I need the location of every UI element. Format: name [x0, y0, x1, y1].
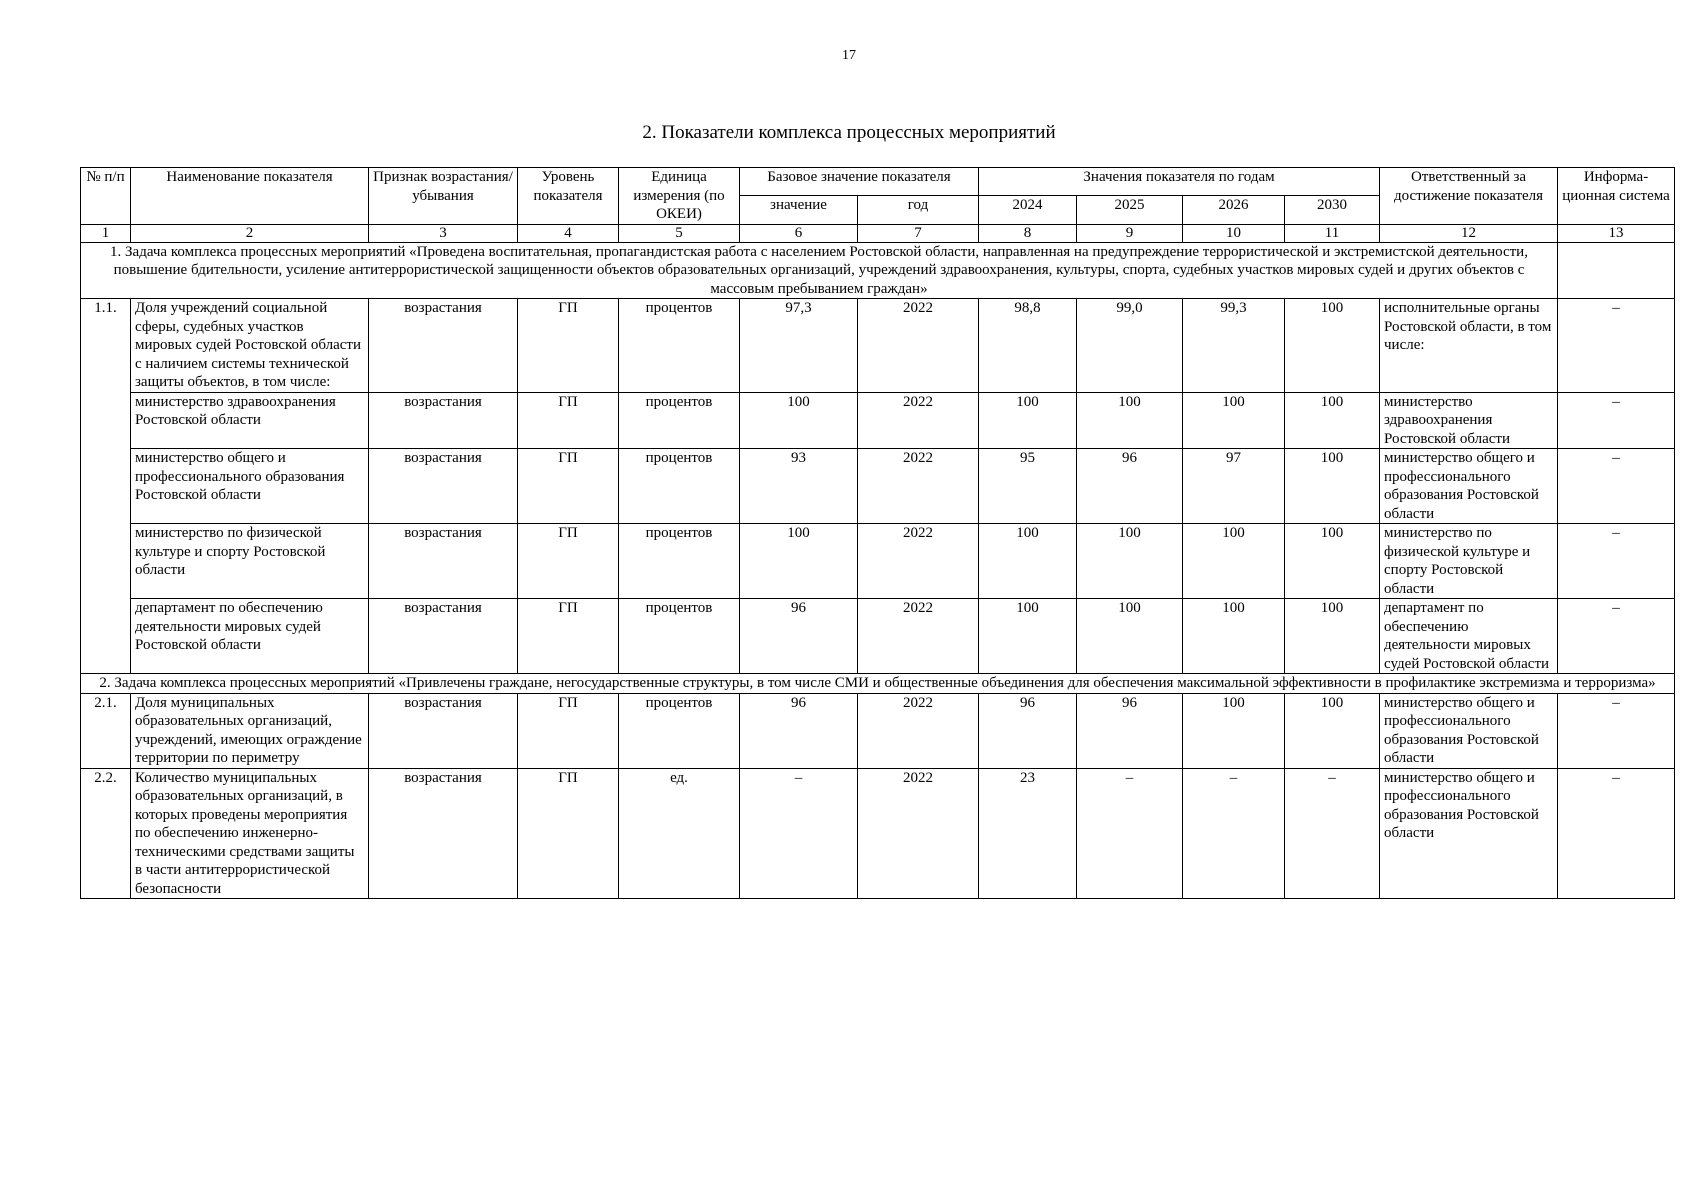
section-row-1 [81, 242, 1675, 299]
indicator-level: ГП [518, 299, 619, 393]
header-year-2025: 2025 [1077, 196, 1183, 224]
column-index: 6 [740, 224, 858, 242]
responsible: министерство по физической культуре и спорту Ростовской области [1380, 524, 1558, 599]
value-2030: 100 [1285, 524, 1380, 599]
value-2024: 98,8 [979, 299, 1077, 393]
indicator-name: Доля муниципальных образовательных организаций, учреждений, имеющих ограждение территории по периметру [131, 693, 369, 768]
value-2024: 96 [979, 693, 1077, 768]
section-2-title: 2. Задача комплекса процессных мероприятий «Привлечены граждане, негосударственные структуры, в том числе СМИ и общественные объединения для обеспечения максимальной эффективности в профилактике экстремизма и терроризма» [81, 674, 1675, 694]
value-2026: 100 [1183, 599, 1285, 674]
row-number: 2.2. [81, 768, 131, 899]
base-value: 96 [740, 693, 858, 768]
section-1-title: 1. Задача комплекса процессных мероприятий «Проведена воспитательная, пропагандистская работа с населением Ростовской области, направленная на предупреждение террористической и экстремистской деятельности, повышение бдительности, усиление антитеррористической защищенности объектов образовательных организаций, учреждений здравоохранения, культуры, спорта, судебных участков мировых судей и других объектов с массовым пребыванием граждан» [81, 242, 1558, 299]
base-year: 2022 [858, 768, 979, 899]
column-index: 4 [518, 224, 619, 242]
indicator-name: министерство по физической культуре и спорту Ростовской области [131, 524, 369, 599]
value-2026: 97 [1183, 449, 1285, 524]
info-system: – [1558, 449, 1675, 524]
value-2026: 100 [1183, 392, 1285, 449]
column-index-row [81, 224, 1675, 242]
indicator-sign: возрастания [369, 449, 518, 524]
responsible: министерство общего и профессионального образования Ростовской области [1380, 768, 1558, 899]
value-2024: 23 [979, 768, 1077, 899]
row-number: 1.1. [81, 299, 131, 674]
value-2026: 100 [1183, 693, 1285, 768]
header-no: № п/п [81, 168, 131, 225]
indicators-table [80, 167, 1675, 899]
value-2030: – [1285, 768, 1380, 899]
value-2025: 100 [1077, 392, 1183, 449]
column-index: 12 [1380, 224, 1558, 242]
base-value: 100 [740, 392, 858, 449]
info-system: – [1558, 524, 1675, 599]
header-base-year: год [858, 196, 979, 224]
indicator-sign: возрастания [369, 693, 518, 768]
indicator-unit: ед. [619, 768, 740, 899]
value-2026: – [1183, 768, 1285, 899]
info-system: – [1558, 693, 1675, 768]
info-system: – [1558, 392, 1675, 449]
header-year-2024: 2024 [979, 196, 1077, 224]
column-index: 9 [1077, 224, 1183, 242]
table-row [81, 693, 1675, 768]
value-2030: 100 [1285, 449, 1380, 524]
base-year: 2022 [858, 693, 979, 768]
indicator-sign: возрастания [369, 524, 518, 599]
indicator-level: ГП [518, 768, 619, 899]
indicator-unit: процентов [619, 524, 740, 599]
value-2025: 96 [1077, 693, 1183, 768]
table-row [81, 299, 1675, 393]
header-base-group: Базовое значение показателя [740, 168, 979, 196]
base-value: 96 [740, 599, 858, 674]
indicator-level: ГП [518, 392, 619, 449]
header-year-2030: 2030 [1285, 196, 1380, 224]
header-level: Уровень показателя [518, 168, 619, 225]
responsible: министерство здравоохранения Ростовской области [1380, 392, 1558, 449]
base-year: 2022 [858, 299, 979, 393]
indicator-unit: процентов [619, 693, 740, 768]
indicator-sign: возрастания [369, 392, 518, 449]
column-index: 7 [858, 224, 979, 242]
value-2024: 100 [979, 599, 1077, 674]
header-responsible: Ответственный за достижение показателя [1380, 168, 1558, 225]
table-row [81, 599, 1675, 674]
responsible: министерство общего и профессионального образования Ростовской области [1380, 693, 1558, 768]
header-row-1 [81, 168, 1675, 196]
info-system: – [1558, 599, 1675, 674]
header-info-system: Информа-ционная система [1558, 168, 1675, 225]
value-2030: 100 [1285, 392, 1380, 449]
indicator-level: ГП [518, 693, 619, 768]
value-2024: 100 [979, 392, 1077, 449]
value-2024: 100 [979, 524, 1077, 599]
column-index: 11 [1285, 224, 1380, 242]
indicator-unit: процентов [619, 449, 740, 524]
value-2025: – [1077, 768, 1183, 899]
header-name: Наименование показателя [131, 168, 369, 225]
column-index: 1 [81, 224, 131, 242]
section-row-2 [81, 674, 1675, 694]
indicator-sign: возрастания [369, 599, 518, 674]
column-index: 13 [1558, 224, 1675, 242]
indicator-unit: процентов [619, 392, 740, 449]
document-title: 2. Показатели комплекса процессных мероприятий [642, 122, 1056, 143]
value-2025: 96 [1077, 449, 1183, 524]
table-row [81, 768, 1675, 899]
header-years-group: Значения показателя по годам [979, 168, 1380, 196]
value-2030: 100 [1285, 299, 1380, 393]
table-row [81, 449, 1675, 524]
base-value: 97,3 [740, 299, 858, 393]
column-index: 2 [131, 224, 369, 242]
base-value: 93 [740, 449, 858, 524]
value-2025: 100 [1077, 599, 1183, 674]
base-year: 2022 [858, 599, 979, 674]
header-unit: Единица измерения (по ОКЕИ) [619, 168, 740, 225]
responsible: исполнительные органы Ростовской области, в том числе: [1380, 299, 1558, 393]
base-year: 2022 [858, 524, 979, 599]
indicator-name: Количество муниципальных образовательных организаций, в которых проведены мероприятия по обеспечению инженерно-техническими средствами защиты в части антитеррористической безопасности [131, 768, 369, 899]
value-2030: 100 [1285, 693, 1380, 768]
indicator-name: Доля учреждений социальной сферы, судебных участков мировых судей Ростовской области с наличием системы технической защиты объектов, в том числе: [131, 299, 369, 393]
indicator-sign: возрастания [369, 299, 518, 393]
base-value: 100 [740, 524, 858, 599]
indicator-level: ГП [518, 524, 619, 599]
base-year: 2022 [858, 392, 979, 449]
base-year: 2022 [858, 449, 979, 524]
responsible: министерство общего и профессионального образования Ростовской области [1380, 449, 1558, 524]
header-base-value: значение [740, 196, 858, 224]
indicator-unit: процентов [619, 599, 740, 674]
responsible: департамент по обеспечению деятельности мировых судей Ростовской области [1380, 599, 1558, 674]
indicator-unit: процентов [619, 299, 740, 393]
table-row [81, 524, 1675, 599]
header-year-2026: 2026 [1183, 196, 1285, 224]
indicator-level: ГП [518, 599, 619, 674]
info-system: – [1558, 299, 1675, 393]
column-index: 3 [369, 224, 518, 242]
row-number: 2.1. [81, 693, 131, 768]
indicator-sign: возрастания [369, 768, 518, 899]
value-2024: 95 [979, 449, 1077, 524]
value-2030: 100 [1285, 599, 1380, 674]
table-row [81, 392, 1675, 449]
value-2025: 99,0 [1077, 299, 1183, 393]
indicator-name: министерство здравоохранения Ростовской области [131, 392, 369, 449]
column-index: 10 [1183, 224, 1285, 242]
indicator-name: департамент по обеспечению деятельности мировых судей Ростовской области [131, 599, 369, 674]
indicator-name: министерство общего и профессионального образования Ростовской области [131, 449, 369, 524]
column-index: 5 [619, 224, 740, 242]
info-system: – [1558, 768, 1675, 899]
base-value: – [740, 768, 858, 899]
section-1-empty [1558, 242, 1675, 299]
value-2026: 99,3 [1183, 299, 1285, 393]
page-number: 17 [842, 48, 856, 63]
column-index: 8 [979, 224, 1077, 242]
header-sign: Признак возрастания/ убывания [369, 168, 518, 225]
indicator-level: ГП [518, 449, 619, 524]
value-2025: 100 [1077, 524, 1183, 599]
value-2026: 100 [1183, 524, 1285, 599]
